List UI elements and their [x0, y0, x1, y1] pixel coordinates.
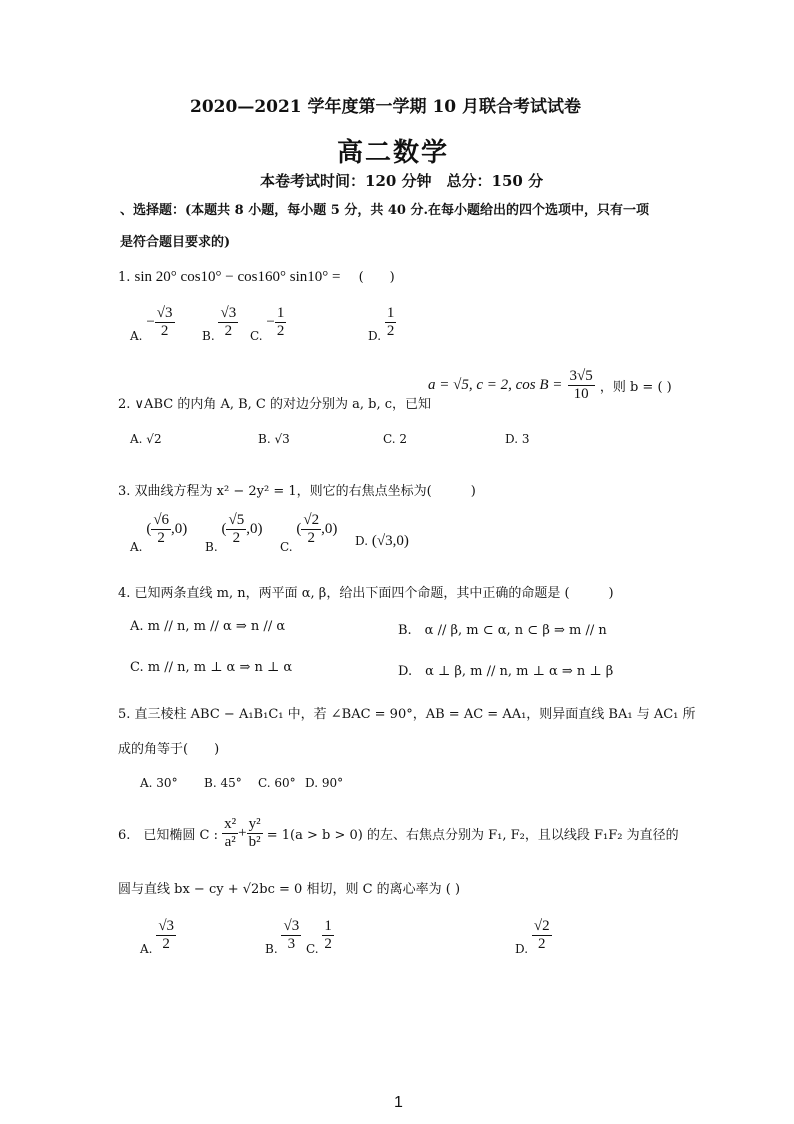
q2-condition: a = √5, c = 2, cos B = $\frac{3√5}{10}$ ，则 b = ( ) [428, 368, 672, 402]
question-1 [118, 266, 395, 286]
q1-option-c-fraction: $\frac{1}{2}$ [276, 305, 285, 339]
q5-option-b: B. 45° [204, 776, 242, 790]
question-5-line1: 5. 直三棱柱 ABC − A₁B₁C₁ 中，若 ∠BAC = 90°，AB = AC = AA₁，则异面直线 BA₁ 与 AC₁ 所 [118, 707, 696, 722]
q1-option-a: A. − $\frac{√3}{2}$ [130, 305, 173, 343]
q6-option-a: A. $\frac{√3}{2}$ [140, 918, 175, 956]
q4-option-b: B. α // β, m ⊂ α, n ⊂ β ⇒ m // n [398, 623, 607, 638]
q4-option-d: D. α ⊥ β, m // n, m ⊥ α ⇒ n ⊥ β [398, 664, 614, 679]
q1-paren: ( ) [358, 270, 395, 285]
q1-option-b: B. $\frac{√3}{2}$ [202, 305, 237, 343]
q2-option-d: D. 3 [505, 432, 530, 446]
q3-option-d: D. (√3,0) [355, 533, 409, 549]
section-heading-line1: 、选择题：(本题共 8 小题，每小题 5 分，共 40 分.在每小题给出的四个选项中，只有一项 [120, 203, 650, 218]
q1-number: 1. [118, 270, 131, 285]
q1-option-c: C. − $\frac{1}{2}$ [250, 305, 285, 343]
q1-option-b-fraction: $\frac{√3}{2}$ [220, 305, 237, 339]
q5-option-c: C. 60° [258, 776, 296, 790]
q6-option-d: D. $\frac{√2}{2}$ [515, 918, 550, 956]
q3-option-c: C. ( $\frac{√2}{2}$ ,0) [280, 512, 338, 554]
q4-option-a: A. m // n, m // α ⇒ n // α [130, 619, 286, 634]
q1-option-a-fraction: $\frac{√3}{2}$ [156, 305, 173, 339]
exam-title: 2020—2021 学年度第一学期 10 月联合考试试卷 [190, 97, 582, 117]
q5-option-a: A. 30° [140, 776, 178, 790]
page-number: 1 [394, 1094, 403, 1111]
section-heading-line2: 是符合题目要求的) [120, 235, 231, 250]
q2-cos-fraction: $\frac{3√5}{10}$ [569, 368, 593, 402]
q4-option-c: C. m // n, m ⊥ α ⇒ n ⊥ α [130, 660, 293, 675]
q6-option-c: C. $\frac{1}{2}$ [306, 918, 332, 956]
q5-option-d: D. 90° [305, 776, 344, 790]
q1-expression: sin 20° cos10° − cos160° sin10° = [134, 269, 341, 285]
question-2: 2. ∨ABC 的内角 A, B, C 的对边分别为 a, b, c，已知 [118, 397, 432, 412]
question-6-line1: 6. 已知椭圆 C : $\frac{\text{x²}}{\text{a²}}$ + $\frac{\text{y²}}{\text{b²}}$ = 1(a > b > 0) 的左、右焦点分别为 F₁, F₂，且以线段 F₁F₂ 为直径的 [118, 816, 679, 850]
exam-info: 本卷考试时间：120 分钟 总分：150 分 [260, 172, 544, 190]
q3-option-b: B. ( $\frac{√5}{2}$ ,0) [205, 512, 263, 554]
q2-option-a: A. √2 [130, 432, 162, 446]
question-4: 4. 已知两条直线 m, n，两平面 α, β，给出下面四个命题，其中正确的命题是 ( ) [118, 586, 614, 601]
q1-option-d: D. $\frac{1}{2}$ [368, 305, 395, 343]
question-5-line2: 成的角等于( ) [118, 742, 220, 757]
q6-option-b: B. $\frac{√3}{3}$ [265, 918, 300, 956]
q1-option-d-fraction: $\frac{1}{2}$ [386, 305, 395, 339]
question-6-line2: 圆与直线 bx − cy + √2bc = 0 相切，则 C 的离心率为 ( ) [118, 882, 461, 897]
q2-option-b: B. √3 [258, 432, 290, 446]
subject-title: 高二数学 [337, 138, 450, 168]
q3-option-a: A. ( $\frac{√6}{2}$ ,0) [130, 512, 188, 554]
question-3: 3. 双曲线方程为 x² − 2y² = 1，则它的右焦点坐标为( ) [118, 484, 476, 499]
q2-option-c: C. 2 [383, 432, 408, 446]
